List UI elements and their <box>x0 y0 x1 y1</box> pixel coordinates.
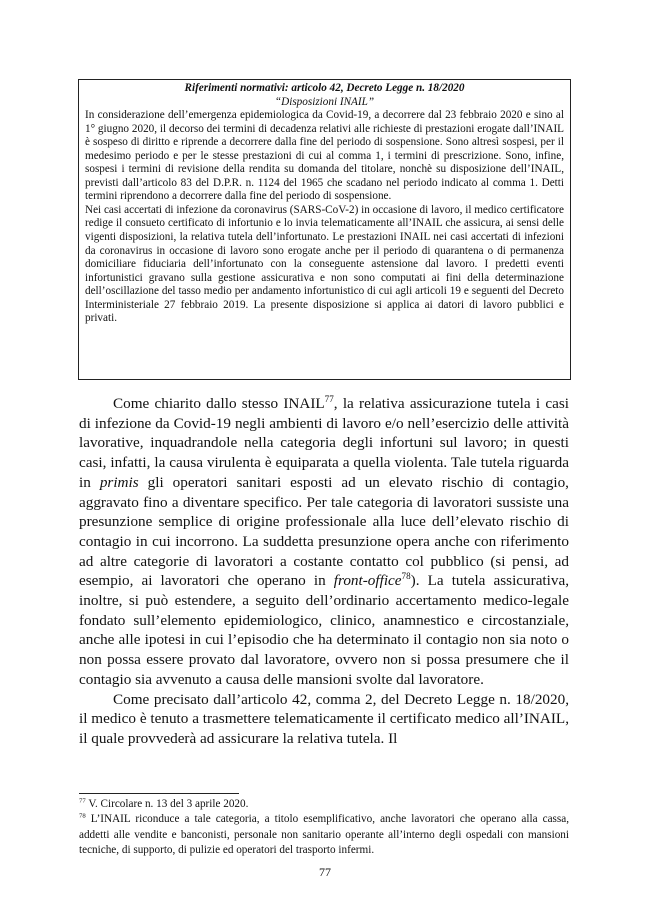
box-title: Riferimenti normativi: articolo 42, Decreto Legge n. 18/2020 <box>184 82 465 94</box>
normative-reference-box <box>78 79 571 380</box>
box-paragraph-1: In considerazione dell’emergenza epidemiologica da Covid-19, a decorrere dal 23 febbraio 2020 e sino al 1° giugno 2020, il decorso dei termini di decadenza relativi alle richieste di prestazioni erogate dall’INAIL è sospeso di diritto e riprende a decorrere dalla fine del periodo di sospensione. Sono altresì sospesi, per il medesimo periodo e per le stesse prestazioni di cui al comma 1, i termini di prescrizione. Sono, infine, sospesi i termini di revisione della rendita su domanda del titolare, nonchè su disposizione dell’INAIL, previsti dall’articolo 83 del D.P.R. n. 1124 del 1965 che scadano nel periodo indicato al comma 1. Detti termini riprendono a decorrere dalla fine del periodo di sospensione. <box>85 109 564 203</box>
footnote-77: $^{77}$ V. Circolare n. 13 del 3 aprile 2020. <box>79 797 249 810</box>
footnote-ref-77[interactable]: 77 <box>324 393 334 404</box>
footnote-divider <box>79 793 239 794</box>
body-paragraph-1: Come chiarito dallo stesso INAIL$^{77}$, la relativa assicurazione tutela i casi di infezione da Covid-19 negli ambienti di lavoro e/o nell’esercizio delle attività lavorative, inquadrandole nella categoria degli infortuni sul lavoro; in questi casi, infatti, la causa virulenta è equiparata a quella violenta. Tale tutela riguarda in primis gli operatori sanitari esposti ad un elevato rischio di contagio, aggravato fino a diventare specifico. Per tale categoria di lavoratori sussiste una presunzione semplice di origine professionale alla luce dell’elevato rischio di contagio in cui incorrono. La suddetta presunzione opera anche con riferimento ad altre categorie di lavoratori a costante contatto col pubblico (si pensi, ad esempio, ai lavoratori che operano in front-office$^{78}$). La tutela assicurativa, inoltre, si può estendere, a seguito dell’ordinario accertamento medico-legale fondato sull’elemento epidemiologico, clinico, anamnestico e circostanziale, anche alle ipotesi in cui l’episodio che ha determinato il contagio non sia noto o non possa essere provato dal lavoratore, ovvero non si possa presumere che il contagio sia avvenuto a causa delle mansioni svolte dal lavoratore. <box>79 393 570 688</box>
page-number: 77 <box>319 865 331 879</box>
main-text <box>79 394 569 749</box>
footnote-ref-78[interactable]: 78 <box>401 571 411 582</box>
box-subtitle: “Disposizioni INAIL” <box>274 95 375 108</box>
footnotes <box>79 797 569 858</box>
footnote-78: $^{78}$ L’INAIL riconduce a tale categoria, a titolo esemplificativo, anche lavoratori che operano alla cassa, addetti alle vendite e banconisti, personale non sanitario operante all’interno degli ospedali con mansioni tecniche, di supporto, di pulizie ed operatori del trasporto infermi. <box>79 812 569 856</box>
body-paragraph-2: Come precisato dall’articolo 42, comma 2, del Decreto Legge n. 18/2020, il medico è tenuto a trasmettere telematicamente il certificato medico all’INAIL, il quale provvederà ad assicurare la relativa tutela. Il <box>79 690 569 747</box>
box-paragraph-2: Nei casi accertati di infezione da coronavirus (SARS-CoV-2) in occasione di lavoro, il medico certificatore redige il consueto certificato di infortunio e lo invia telematicamente all’INAIL che assicura, ai sensi delle vigenti disposizioni, la relativa tutela dell’infortunato. Le prestazioni INAIL nei casi accertati di infezioni da coronavirus in occasione di lavoro sono erogate anche per il periodo di quarantena o di permanenza domiciliare fiduciaria dell’infortunato con la conseguente astensione dal lavoro. I predetti eventi infortunistici gravano sulla gestione assicurativa e non sono computati ai fini della determinazione dell’oscillazione del tasso medio per andamento infortunistico di cui agli articoli 19 e seguenti del Decreto Interministeriale 27 febbraio 2019. La presente disposizione si applica ai datori di lavoro pubblici e privati. <box>85 203 564 325</box>
